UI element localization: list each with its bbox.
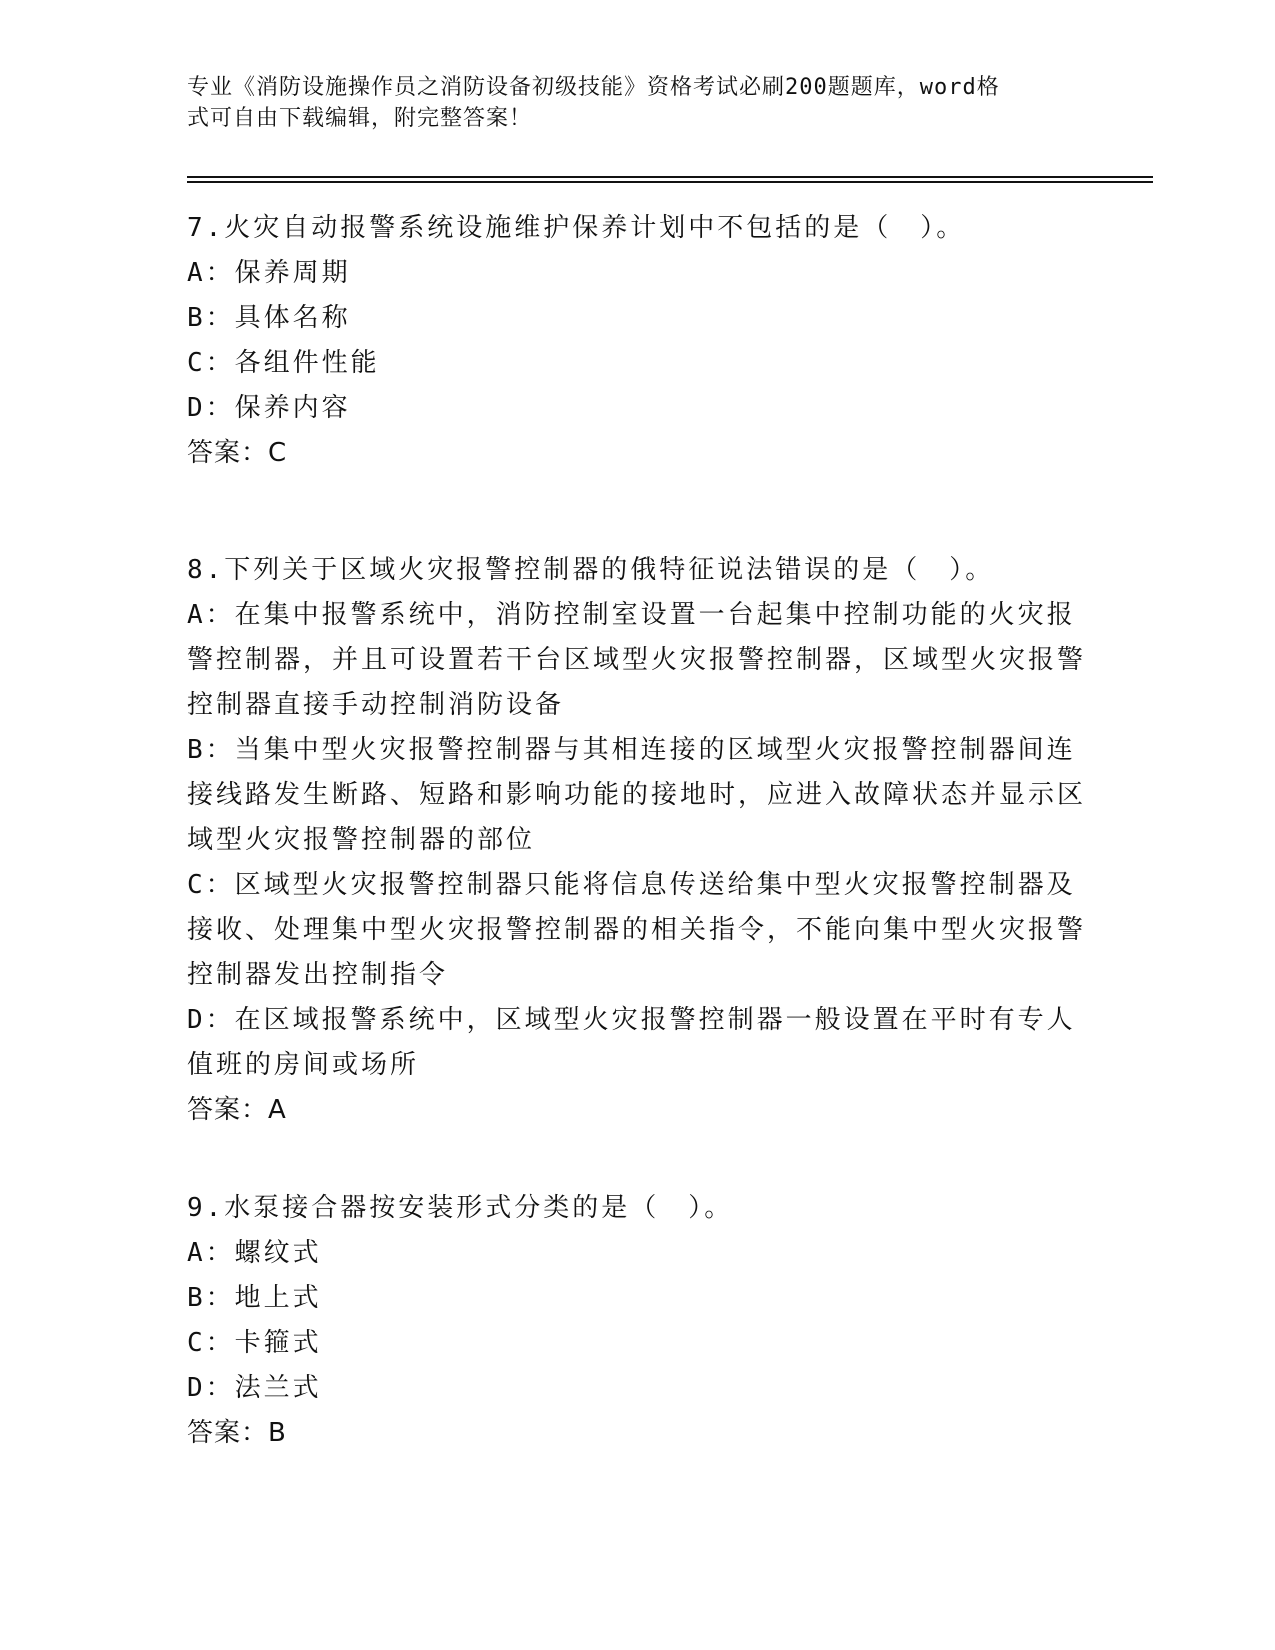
- option-a: A：螺纹式: [187, 1238, 322, 1268]
- header-line-1: 专业《消防设施操作员之消防设备初级技能》资格考试必刷200题题库，word格: [187, 75, 1000, 100]
- option-b: B：当集中型火灾报警控制器与其相连接的区域型火灾报警控制器间连接线路发生断路、短路和影响功能的接地时，应进入故障状态并显示区域型火灾报警控制器的部位: [187, 735, 1087, 855]
- header-divider-top: [187, 176, 1153, 178]
- option-c: C：区域型火灾报警控制器只能将信息传送给集中型火灾报警控制器及接收、处理集中型火灾报警控制器的相关指令，不能向集中型火灾报警控制器发出控制指令: [187, 870, 1087, 990]
- question-stem: 9.水泵接合器按安装形式分类的是（ ）。: [187, 1193, 734, 1223]
- answer-line: 答案：A: [187, 1095, 287, 1125]
- question-stem: 8.下列关于区域火灾报警控制器的俄特征说法错误的是（ ）。: [187, 555, 995, 585]
- question-9: [187, 1186, 1087, 1456]
- option-b: B：具体名称: [187, 303, 351, 333]
- document-header: [187, 72, 1067, 134]
- option-a: A：在集中报警系统中，消防控制室设置一台起集中控制功能的火灾报警控制器，并且可设置若干台区域型火灾报警控制器，区域型火灾报警控制器直接手动控制消防设备: [187, 600, 1087, 720]
- option-c: C：各组件性能: [187, 348, 380, 378]
- header-line-2: 式可自由下载编辑，附完整答案！: [187, 106, 533, 131]
- answer-line: 答案：B: [187, 1418, 287, 1448]
- option-d: D：法兰式: [187, 1373, 322, 1403]
- option-b: B：地上式: [187, 1283, 322, 1313]
- option-d: D：在区域报警系统中，区域型火灾报警控制器一般设置在平时有专人值班的房间或场所: [187, 1005, 1076, 1080]
- answer-line: 答案：C: [187, 438, 288, 468]
- option-c: C：卡箍式: [187, 1328, 322, 1358]
- question-stem: 7.火灾自动报警系统设施维护保养计划中不包括的是（ ）。: [187, 213, 966, 243]
- question-8: [187, 548, 1087, 1133]
- header-divider-bottom: [187, 181, 1153, 183]
- option-a: A：保养周期: [187, 258, 351, 288]
- question-7: [187, 206, 1087, 476]
- option-d: D：保养内容: [187, 393, 351, 423]
